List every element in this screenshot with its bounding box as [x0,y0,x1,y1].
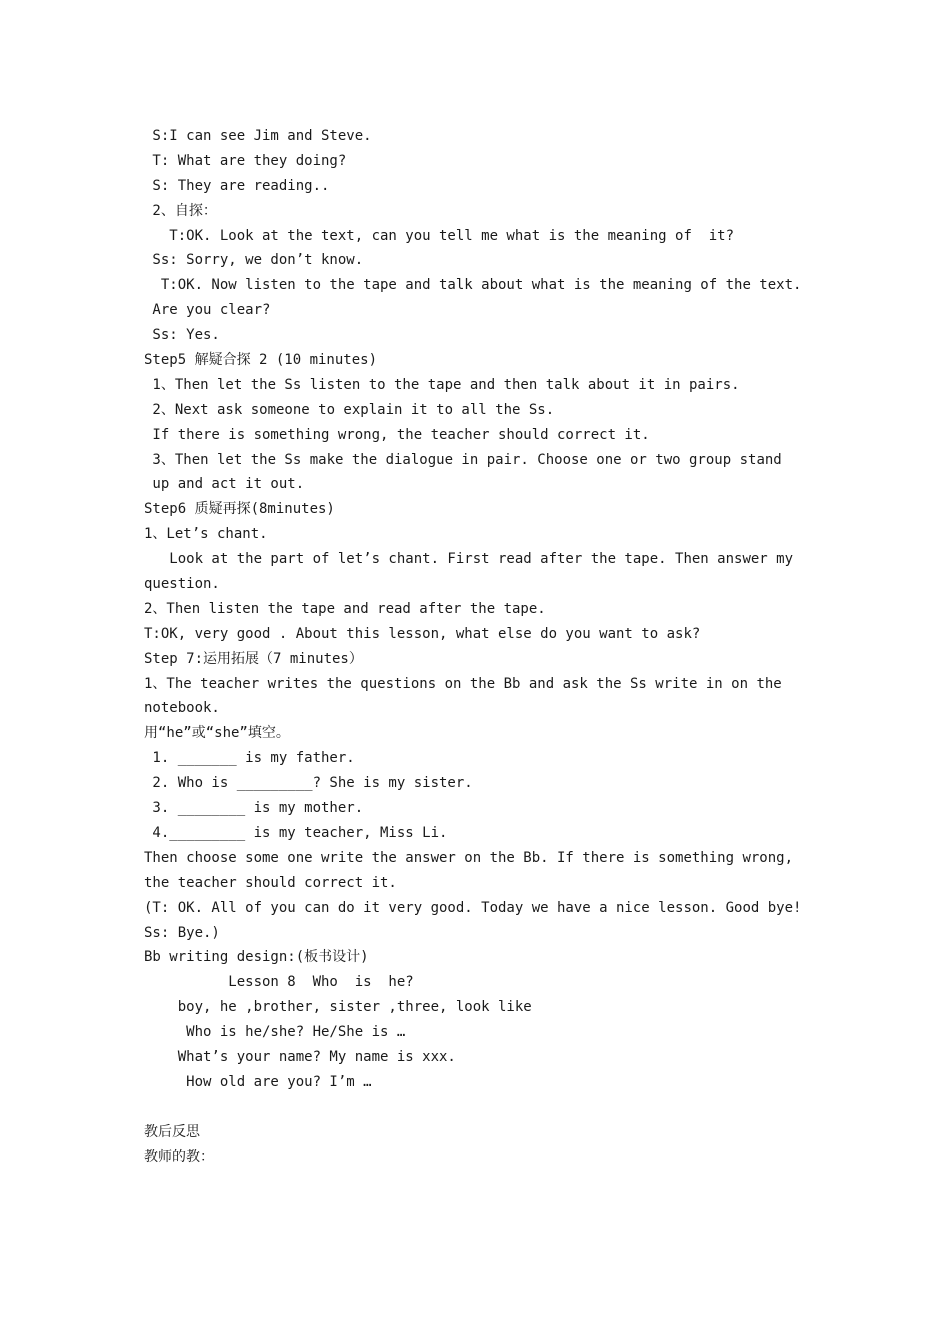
step-heading: Step 7:运用拓展（7 minutes） [144,650,363,667]
dialogue-line: Ss: Yes. [144,327,220,344]
board-design-line: How old are you? I’m … [144,1073,372,1090]
board-design-heading: Bb writing design:(板书设计) [144,949,369,966]
dialogue-line: T:OK. Now listen to the tape and talk about what is the meaning of the text. [144,277,802,294]
board-design-line: Who is he/she? He/She is … [144,1024,406,1041]
dialogue-line: T:OK, very good . About this lesson, what else do you want to ask? [144,625,701,642]
dialogue-line: Ss: Sorry, we don’t know. [144,252,364,269]
dialogue-line: Ss: Bye.) [144,924,220,941]
step-instruction: 1、Then let the Ss listen to the tape and then talk about it in pairs. [144,376,740,393]
exercise-item: 4._________ is my teacher, Miss Li. [144,824,448,841]
step-instruction: Look at the part of let’s chant. First read after the tape. Then answer my [144,551,794,568]
dialogue-line: Are you clear? [144,302,271,319]
dialogue-line: (T: OK. All of you can do it very good. Today we have a nice lesson. Good bye! [144,899,802,916]
step-instruction: 3、Then let the Ss make the dialogue in pair. Choose one or two group stand [144,451,782,468]
exercise-item: 1. _______ is my father. [144,750,355,767]
exercise-item: 2. Who is _________? She is my sister. [144,775,473,792]
reflection-subheading: 教师的教： [144,1148,214,1165]
step-instruction: 2、Next ask someone to explain it to all the Ss. [144,401,555,418]
dialogue-line: T:OK. Look at the text, can you tell me what is the meaning of it? [144,227,735,244]
step-heading: Step5 解疑合探 2 (10 minutes) [144,352,378,369]
lesson-plan-body [144,124,824,1169]
step-instruction: notebook. [144,700,220,717]
step-instruction: If there is something wrong, the teacher should correct it. [144,426,650,443]
step-instruction: 2、Then listen the tape and read after the tape. [144,600,546,617]
step-instruction: 1、Let’s chant. [144,526,268,543]
step-instruction: question. [144,576,220,593]
dialogue-line: S:I can see Jim and Steve. [144,128,372,144]
section-subheading: 2、自探： [144,202,217,219]
step-instruction: Then choose some one write the answer on the Bb. If there is something wrong, [144,849,794,866]
board-design-line: Lesson 8 Who is he? [144,974,414,991]
exercise-instruction: 用“he”或“she”填空。 [144,725,290,742]
board-design-line: boy, he ,brother, sister ,three, look like [144,999,532,1016]
step-instruction: up and act it out. [144,476,305,493]
step-heading: Step6 质疑再探(8minutes) [144,501,335,518]
dialogue-line: T: What are they doing? [144,152,347,169]
exercise-item: 3. ________ is my mother. [144,800,364,817]
step-instruction: the teacher should correct it. [144,874,397,891]
reflection-heading: 教后反思 [144,1123,200,1140]
step-instruction: 1、The teacher writes the questions on the Bb and ask the Ss write in on the [144,675,782,692]
blank-line [144,1095,824,1120]
dialogue-line: S: They are reading.. [144,177,330,194]
board-design-line: What’s your name? My name is xxx. [144,1048,456,1065]
